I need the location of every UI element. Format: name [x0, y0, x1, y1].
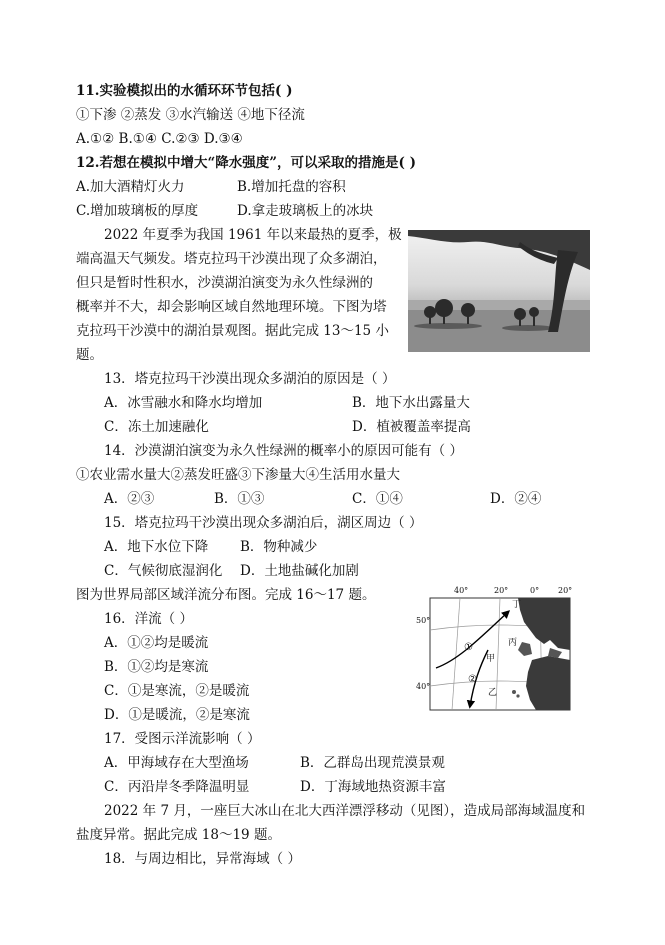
q16-option-a: A．①②均是暖流: [104, 635, 209, 651]
q14-option-a: A．②③: [104, 491, 155, 507]
q12-stem: 12.若想在模拟中增大“降水强度”，可以采取的措施是( ): [76, 155, 416, 171]
q16-stem: 16．洋流（ ）: [104, 611, 193, 627]
q16-option-d: D．①是暖流，②是寒流: [104, 707, 250, 723]
passage1-line3: 但只是暂时性积水，沙漠湖泊演变为永久性绿洲的: [76, 275, 373, 291]
passage1-line4: 概率并不大，却会影响区域自然地理环境。下图为塔: [76, 299, 387, 315]
q11-choices: A.①② B.①④ C.②③ D.③④: [76, 131, 243, 147]
q13-option-c: C．冻土加速融化: [104, 419, 209, 435]
q18-stem: 18．与周边相比，异常海域（ ）: [104, 851, 301, 867]
lon-label-3: 0°: [530, 586, 540, 595]
passage3-line1: 2022 年 7 月，一座巨大冰山在北大西洋漂浮移动（见图），造成局部海域温度和: [104, 803, 586, 819]
q14-option-b: B．①③: [214, 491, 265, 507]
lon-label-1: 40°: [454, 586, 469, 595]
q17-option-a: A．甲海域存在大型渔场: [104, 755, 249, 771]
q15-option-b: B．物种减少: [240, 539, 318, 555]
passage3-line2: 盐度异常。据此完成 18～19 题。: [76, 827, 281, 843]
lat-label-50: 50°: [416, 616, 431, 625]
place-bing: 丙: [508, 638, 518, 648]
q14-options: ①农业需水量大②蒸发旺盛③下渗量大④生活用水量大: [76, 467, 400, 483]
place-ding: 丁: [512, 600, 522, 610]
q15-option-a: A．地下水位下降: [104, 539, 209, 555]
q11-options: ①下渗 ②蒸发 ③水汽输送 ④地下径流: [76, 107, 305, 123]
q13-stem: 13．塔克拉玛干沙漠出现众多湖泊的原因是（ ）: [104, 371, 396, 387]
current-1-label: ①: [464, 642, 473, 653]
q12-option-b: B.增加托盘的容积: [237, 179, 346, 195]
lat-label-40: 40°: [416, 682, 431, 691]
q15-stem: 15．塔克拉玛干沙漠出现众多湖泊后，湖区周边（ ）: [104, 515, 423, 531]
q13-option-b: B．地下水出露量大: [352, 395, 470, 411]
q12-option-c: C.增加玻璃板的厚度: [76, 203, 199, 219]
lon-label-4: 20°: [558, 586, 573, 595]
q17-option-b: B．乙群岛出现荒漠景观: [300, 755, 445, 771]
lon-label-2: 20°: [494, 586, 509, 595]
q15-option-c: C．气候彻底湿润化: [104, 563, 223, 579]
q14-option-d: D．②④: [490, 491, 542, 507]
passage2: 图为世界局部区域洋流分布图。完成 16～17 题。: [76, 587, 376, 603]
passage1-line6: 题。: [76, 347, 103, 363]
desert-lake-photo: [408, 230, 590, 352]
q16-option-b: B．①②均是寒流: [104, 659, 209, 675]
place-jia: 甲: [486, 654, 496, 664]
current-2-label: ②: [468, 674, 477, 685]
q17-stem: 17．受图示洋流影响（ ）: [104, 731, 261, 747]
q15-option-d: D．土地盐碱化加剧: [240, 563, 359, 579]
q17-option-c: C．丙沿岸冬季降温明显: [104, 779, 250, 795]
passage1-line5: 克拉玛干沙漠中的湖泊景观图。据此完成 13～15 小: [76, 323, 389, 339]
q11-stem: 11.实验模拟出的水循环环节包括( ): [76, 83, 293, 99]
q14-stem: 14．沙漠湖泊演变为永久性绿洲的概率小的原因可能有（ ）: [104, 443, 463, 459]
passage1-line2: 端高温天气频发。塔克拉玛干沙漠出现了众多湖泊，: [76, 251, 387, 267]
q16-option-c: C．①是寒流，②是暖流: [104, 683, 250, 699]
q12-option-d: D.拿走玻璃板上的冰块: [237, 203, 374, 219]
place-yi: 乙: [488, 688, 498, 698]
ocean-current-map: [416, 586, 592, 714]
q17-option-d: D．丁海域地热资源丰富: [300, 779, 446, 795]
passage1-line1: 2022 年夏季为我国 1961 年以来最热的夏季，极: [104, 227, 402, 243]
q12-option-a: A.加大酒精灯火力: [76, 179, 185, 195]
q14-option-c: C．①④: [352, 491, 403, 507]
q13-option-d: D．植被覆盖率提高: [352, 419, 471, 435]
q13-option-a: A．冰雪融水和降水均增加: [104, 395, 263, 411]
